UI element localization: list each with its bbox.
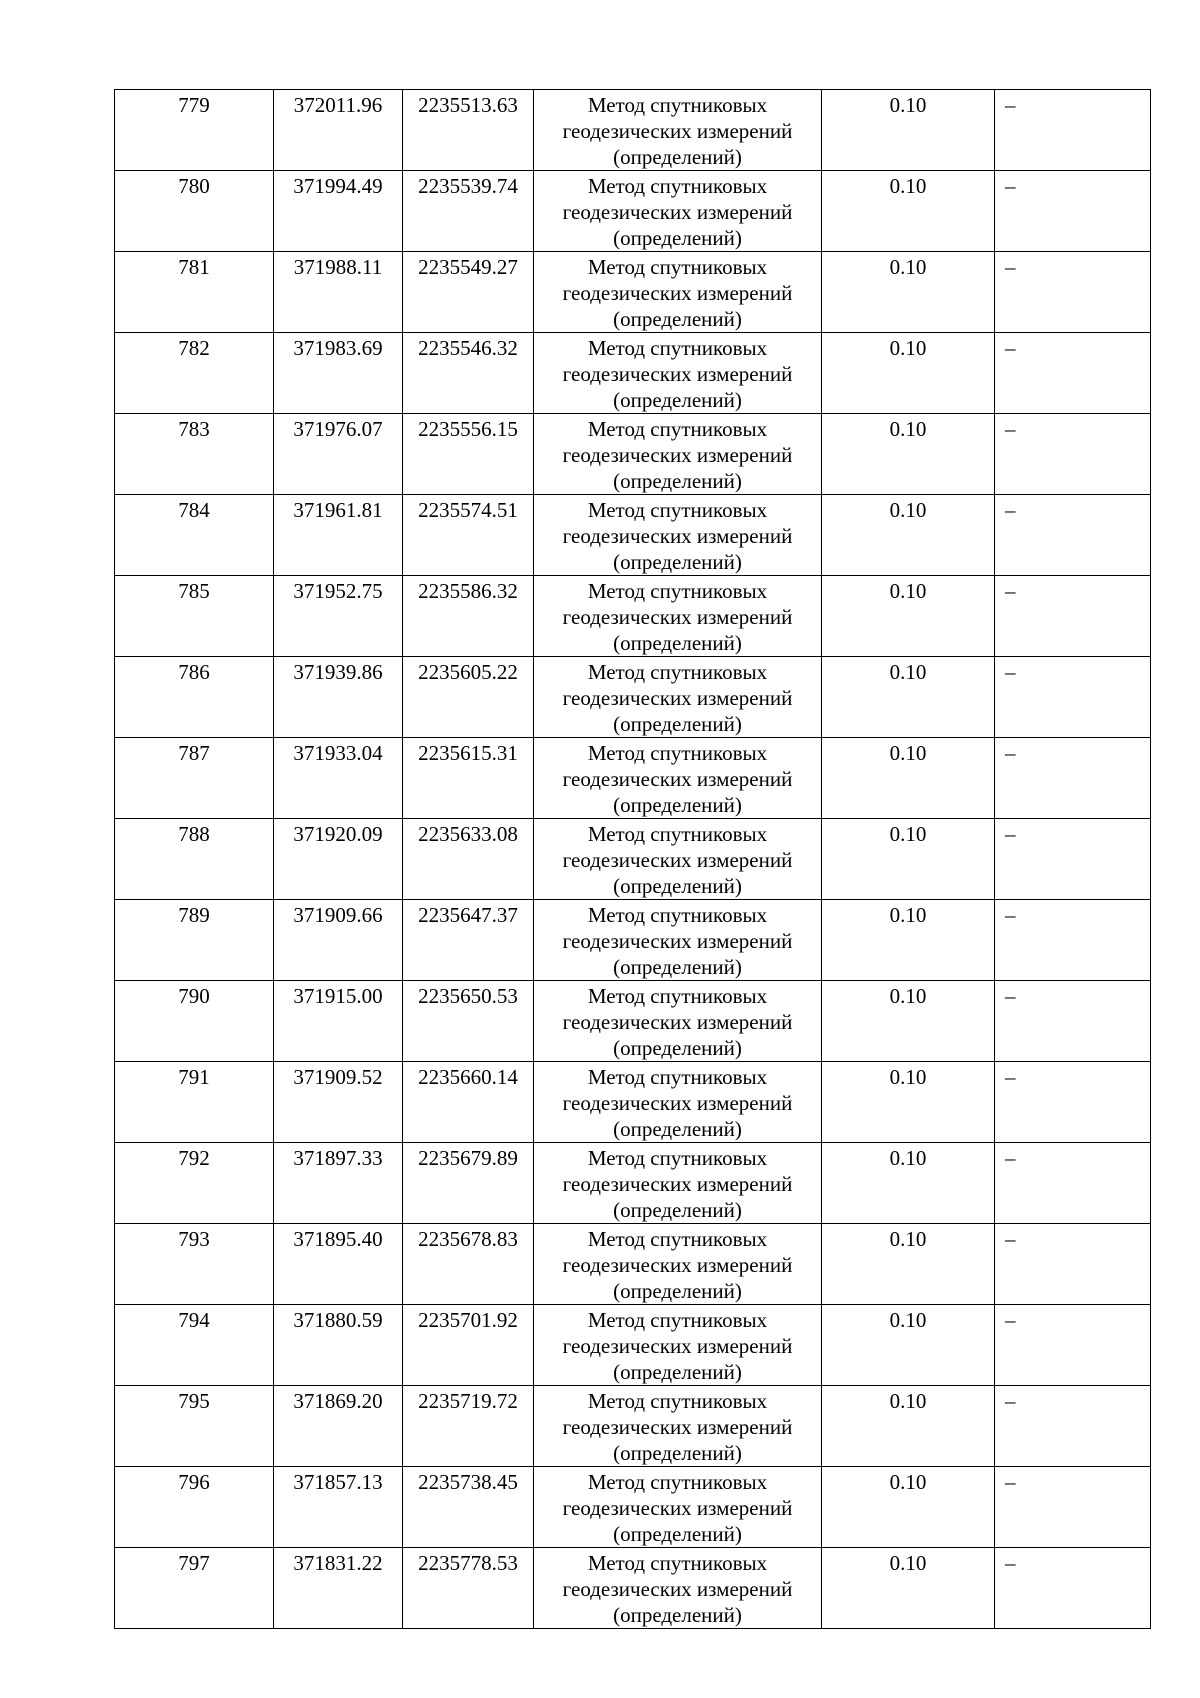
accuracy-cell: 0.10 bbox=[822, 738, 995, 819]
y-coordinate-cell: 2235719.72 bbox=[403, 1386, 534, 1467]
y-coordinate-cell: 2235650.53 bbox=[403, 981, 534, 1062]
x-coordinate-cell: 371933.04 bbox=[274, 738, 403, 819]
x-coordinate-cell: 371895.40 bbox=[274, 1224, 403, 1305]
table-row bbox=[115, 90, 1151, 171]
accuracy-cell: 0.10 bbox=[822, 981, 995, 1062]
method-cell: Метод спутниковых геодезических измерений (определений) bbox=[534, 738, 822, 819]
accuracy-cell: 0.10 bbox=[822, 1224, 995, 1305]
table-row bbox=[115, 576, 1151, 657]
x-coordinate-cell: 371939.86 bbox=[274, 657, 403, 738]
method-cell: Метод спутниковых геодезических измерений (определений) bbox=[534, 1305, 822, 1386]
table-row bbox=[115, 819, 1151, 900]
description-cell: – bbox=[995, 171, 1151, 252]
table-row bbox=[115, 900, 1151, 981]
y-coordinate-cell: 2235778.53 bbox=[403, 1548, 534, 1629]
x-coordinate-cell: 371897.33 bbox=[274, 1143, 403, 1224]
description-cell: – bbox=[995, 738, 1151, 819]
coordinates-table bbox=[114, 89, 1151, 1629]
method-cell: Метод спутниковых геодезических измерений (определений) bbox=[534, 576, 822, 657]
table-row bbox=[115, 252, 1151, 333]
y-coordinate-cell: 2235647.37 bbox=[403, 900, 534, 981]
y-coordinate-cell: 2235546.32 bbox=[403, 333, 534, 414]
method-cell: Метод спутниковых геодезических измерений (определений) bbox=[534, 1386, 822, 1467]
point-number-cell: 781 bbox=[115, 252, 274, 333]
point-number-cell: 785 bbox=[115, 576, 274, 657]
method-cell: Метод спутниковых геодезических измерений (определений) bbox=[534, 900, 822, 981]
x-coordinate-cell: 371988.11 bbox=[274, 252, 403, 333]
table-row bbox=[115, 333, 1151, 414]
y-coordinate-cell: 2235549.27 bbox=[403, 252, 534, 333]
point-number-cell: 780 bbox=[115, 171, 274, 252]
point-number-cell: 792 bbox=[115, 1143, 274, 1224]
x-coordinate-cell: 371831.22 bbox=[274, 1548, 403, 1629]
point-number-cell: 784 bbox=[115, 495, 274, 576]
description-cell: – bbox=[995, 1062, 1151, 1143]
description-cell: – bbox=[995, 1467, 1151, 1548]
accuracy-cell: 0.10 bbox=[822, 1143, 995, 1224]
point-number-cell: 795 bbox=[115, 1386, 274, 1467]
point-number-cell: 793 bbox=[115, 1224, 274, 1305]
method-cell: Метод спутниковых геодезических измерений (определений) bbox=[534, 333, 822, 414]
method-cell: Метод спутниковых геодезических измерений (определений) bbox=[534, 252, 822, 333]
point-number-cell: 786 bbox=[115, 657, 274, 738]
description-cell: – bbox=[995, 981, 1151, 1062]
table-row bbox=[115, 738, 1151, 819]
method-cell: Метод спутниковых геодезических измерений (определений) bbox=[534, 495, 822, 576]
description-cell: – bbox=[995, 1548, 1151, 1629]
description-cell: – bbox=[995, 90, 1151, 171]
accuracy-cell: 0.10 bbox=[822, 414, 995, 495]
y-coordinate-cell: 2235539.74 bbox=[403, 171, 534, 252]
x-coordinate-cell: 371857.13 bbox=[274, 1467, 403, 1548]
accuracy-cell: 0.10 bbox=[822, 576, 995, 657]
accuracy-cell: 0.10 bbox=[822, 495, 995, 576]
description-cell: – bbox=[995, 252, 1151, 333]
accuracy-cell: 0.10 bbox=[822, 1548, 995, 1629]
method-cell: Метод спутниковых геодезических измерений (определений) bbox=[534, 171, 822, 252]
method-cell: Метод спутниковых геодезических измерений (определений) bbox=[534, 414, 822, 495]
x-coordinate-cell: 371869.20 bbox=[274, 1386, 403, 1467]
table-row bbox=[115, 414, 1151, 495]
point-number-cell: 796 bbox=[115, 1467, 274, 1548]
y-coordinate-cell: 2235586.32 bbox=[403, 576, 534, 657]
table-row bbox=[115, 171, 1151, 252]
point-number-cell: 790 bbox=[115, 981, 274, 1062]
description-cell: – bbox=[995, 819, 1151, 900]
table-row bbox=[115, 1143, 1151, 1224]
point-number-cell: 787 bbox=[115, 738, 274, 819]
description-cell: – bbox=[995, 414, 1151, 495]
method-cell: Метод спутниковых геодезических измерений (определений) bbox=[534, 1548, 822, 1629]
point-number-cell: 789 bbox=[115, 900, 274, 981]
y-coordinate-cell: 2235605.22 bbox=[403, 657, 534, 738]
table-row bbox=[115, 1305, 1151, 1386]
point-number-cell: 797 bbox=[115, 1548, 274, 1629]
description-cell: – bbox=[995, 1305, 1151, 1386]
x-coordinate-cell: 371961.81 bbox=[274, 495, 403, 576]
x-coordinate-cell: 371983.69 bbox=[274, 333, 403, 414]
table-row bbox=[115, 495, 1151, 576]
method-cell: Метод спутниковых геодезических измерений (определений) bbox=[534, 1062, 822, 1143]
x-coordinate-cell: 372011.96 bbox=[274, 90, 403, 171]
accuracy-cell: 0.10 bbox=[822, 1386, 995, 1467]
x-coordinate-cell: 371920.09 bbox=[274, 819, 403, 900]
accuracy-cell: 0.10 bbox=[822, 657, 995, 738]
point-number-cell: 783 bbox=[115, 414, 274, 495]
accuracy-cell: 0.10 bbox=[822, 252, 995, 333]
description-cell: – bbox=[995, 1224, 1151, 1305]
description-cell: – bbox=[995, 576, 1151, 657]
y-coordinate-cell: 2235556.15 bbox=[403, 414, 534, 495]
x-coordinate-cell: 371994.49 bbox=[274, 171, 403, 252]
table-row bbox=[115, 657, 1151, 738]
point-number-cell: 782 bbox=[115, 333, 274, 414]
accuracy-cell: 0.10 bbox=[822, 819, 995, 900]
y-coordinate-cell: 2235678.83 bbox=[403, 1224, 534, 1305]
y-coordinate-cell: 2235738.45 bbox=[403, 1467, 534, 1548]
y-coordinate-cell: 2235615.31 bbox=[403, 738, 534, 819]
method-cell: Метод спутниковых геодезических измерений (определений) bbox=[534, 1224, 822, 1305]
table-row bbox=[115, 1548, 1151, 1629]
method-cell: Метод спутниковых геодезических измерений (определений) bbox=[534, 981, 822, 1062]
method-cell: Метод спутниковых геодезических измерений (определений) bbox=[534, 657, 822, 738]
y-coordinate-cell: 2235679.89 bbox=[403, 1143, 534, 1224]
description-cell: – bbox=[995, 333, 1151, 414]
accuracy-cell: 0.10 bbox=[822, 171, 995, 252]
accuracy-cell: 0.10 bbox=[822, 1062, 995, 1143]
x-coordinate-cell: 371909.66 bbox=[274, 900, 403, 981]
table-row bbox=[115, 1224, 1151, 1305]
y-coordinate-cell: 2235513.63 bbox=[403, 90, 534, 171]
method-cell: Метод спутниковых геодезических измерений (определений) bbox=[534, 1143, 822, 1224]
table-row bbox=[115, 1467, 1151, 1548]
table-row bbox=[115, 1062, 1151, 1143]
x-coordinate-cell: 371880.59 bbox=[274, 1305, 403, 1386]
table-body bbox=[115, 90, 1151, 1629]
y-coordinate-cell: 2235574.51 bbox=[403, 495, 534, 576]
accuracy-cell: 0.10 bbox=[822, 333, 995, 414]
description-cell: – bbox=[995, 495, 1151, 576]
method-cell: Метод спутниковых геодезических измерений (определений) bbox=[534, 819, 822, 900]
accuracy-cell: 0.10 bbox=[822, 900, 995, 981]
method-cell: Метод спутниковых геодезических измерений (определений) bbox=[534, 90, 822, 171]
description-cell: – bbox=[995, 1143, 1151, 1224]
point-number-cell: 779 bbox=[115, 90, 274, 171]
description-cell: – bbox=[995, 1386, 1151, 1467]
x-coordinate-cell: 371909.52 bbox=[274, 1062, 403, 1143]
point-number-cell: 788 bbox=[115, 819, 274, 900]
point-number-cell: 791 bbox=[115, 1062, 274, 1143]
y-coordinate-cell: 2235660.14 bbox=[403, 1062, 534, 1143]
y-coordinate-cell: 2235701.92 bbox=[403, 1305, 534, 1386]
table-row bbox=[115, 1386, 1151, 1467]
accuracy-cell: 0.10 bbox=[822, 1305, 995, 1386]
table-row bbox=[115, 981, 1151, 1062]
point-number-cell: 794 bbox=[115, 1305, 274, 1386]
method-cell: Метод спутниковых геодезических измерений (определений) bbox=[534, 1467, 822, 1548]
accuracy-cell: 0.10 bbox=[822, 1467, 995, 1548]
accuracy-cell: 0.10 bbox=[822, 90, 995, 171]
x-coordinate-cell: 371952.75 bbox=[274, 576, 403, 657]
x-coordinate-cell: 371976.07 bbox=[274, 414, 403, 495]
description-cell: – bbox=[995, 900, 1151, 981]
y-coordinate-cell: 2235633.08 bbox=[403, 819, 534, 900]
description-cell: – bbox=[995, 657, 1151, 738]
x-coordinate-cell: 371915.00 bbox=[274, 981, 403, 1062]
